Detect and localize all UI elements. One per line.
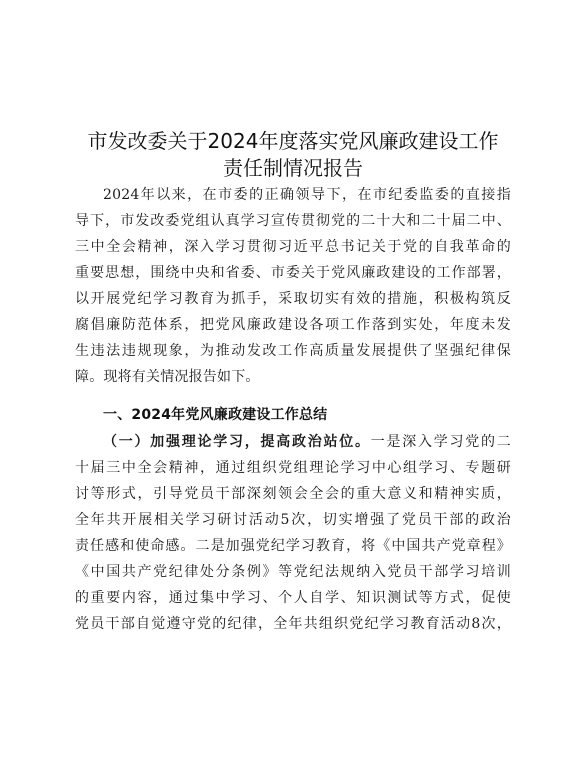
subsection-first-line bbox=[103, 433, 511, 451]
intro-line: 腐倡廉防范体系，把党风廉政建设各项工作落到实处，年度未发 bbox=[75, 317, 511, 333]
intro-line: 三中全会精神，深入学习贯彻习近平总书记关于党的自我革命的 bbox=[75, 239, 511, 255]
body-line: 的重要内容，通过集中学习、个人自学、知识测试等方式，促使 bbox=[75, 590, 511, 606]
intro-line: 2024年以来，在市委的正确领导下，在市纪委监委的直接指 bbox=[103, 187, 511, 203]
intro-line: 以开展党纪学习教育为抓手，采取切实有效的措施，积极构筑反 bbox=[75, 291, 511, 307]
document-title-line-1: 市发改委关于2024年度落实党风廉政建设工作 bbox=[87, 129, 499, 153]
body-line: 《中国共产党纪律处分条例》等党纪法规纳入党员干部学习培训 bbox=[75, 564, 511, 580]
intro-line: 障。现将有关情况报告如下。 bbox=[75, 369, 260, 385]
document-title-line-2: 责任制情况报告 bbox=[223, 156, 363, 180]
intro-line: 生违法违规现象，为推动发改工作高质量发展提供了坚强纪律保 bbox=[75, 343, 511, 359]
body-line: 十届三中全会精神，通过组织党组理论学习中心组学习、专题研 bbox=[75, 460, 511, 476]
body-line: 党员干部自觉遵守党的纪律，全年共组织党纪学习教育活动8次， bbox=[75, 616, 511, 632]
subsection-text: 一是深入学习党的二 bbox=[370, 434, 511, 450]
subsection-lead: （一）加强理论学习，提高政治站位。 bbox=[103, 434, 371, 450]
body-line: 讨等形式，引导党员干部深刻领会全会的重大意义和精神实质， bbox=[75, 486, 511, 502]
intro-line: 重要思想，围绕中央和省委、市委关于党风廉政建设的工作部署， bbox=[75, 265, 511, 281]
body-line: 全年共开展相关学习研讨活动5次，切实增强了党员干部的政治 bbox=[75, 512, 511, 528]
body-line: 责任感和使命感。二是加强党纪学习教育，将《中国共产党章程》 bbox=[75, 538, 511, 554]
section-heading: 一、2024年党风廉政建设工作总结 bbox=[103, 407, 328, 423]
intro-line: 导下，市发改委党组认真学习宣传贯彻党的二十大和二十届二中、 bbox=[75, 213, 511, 229]
